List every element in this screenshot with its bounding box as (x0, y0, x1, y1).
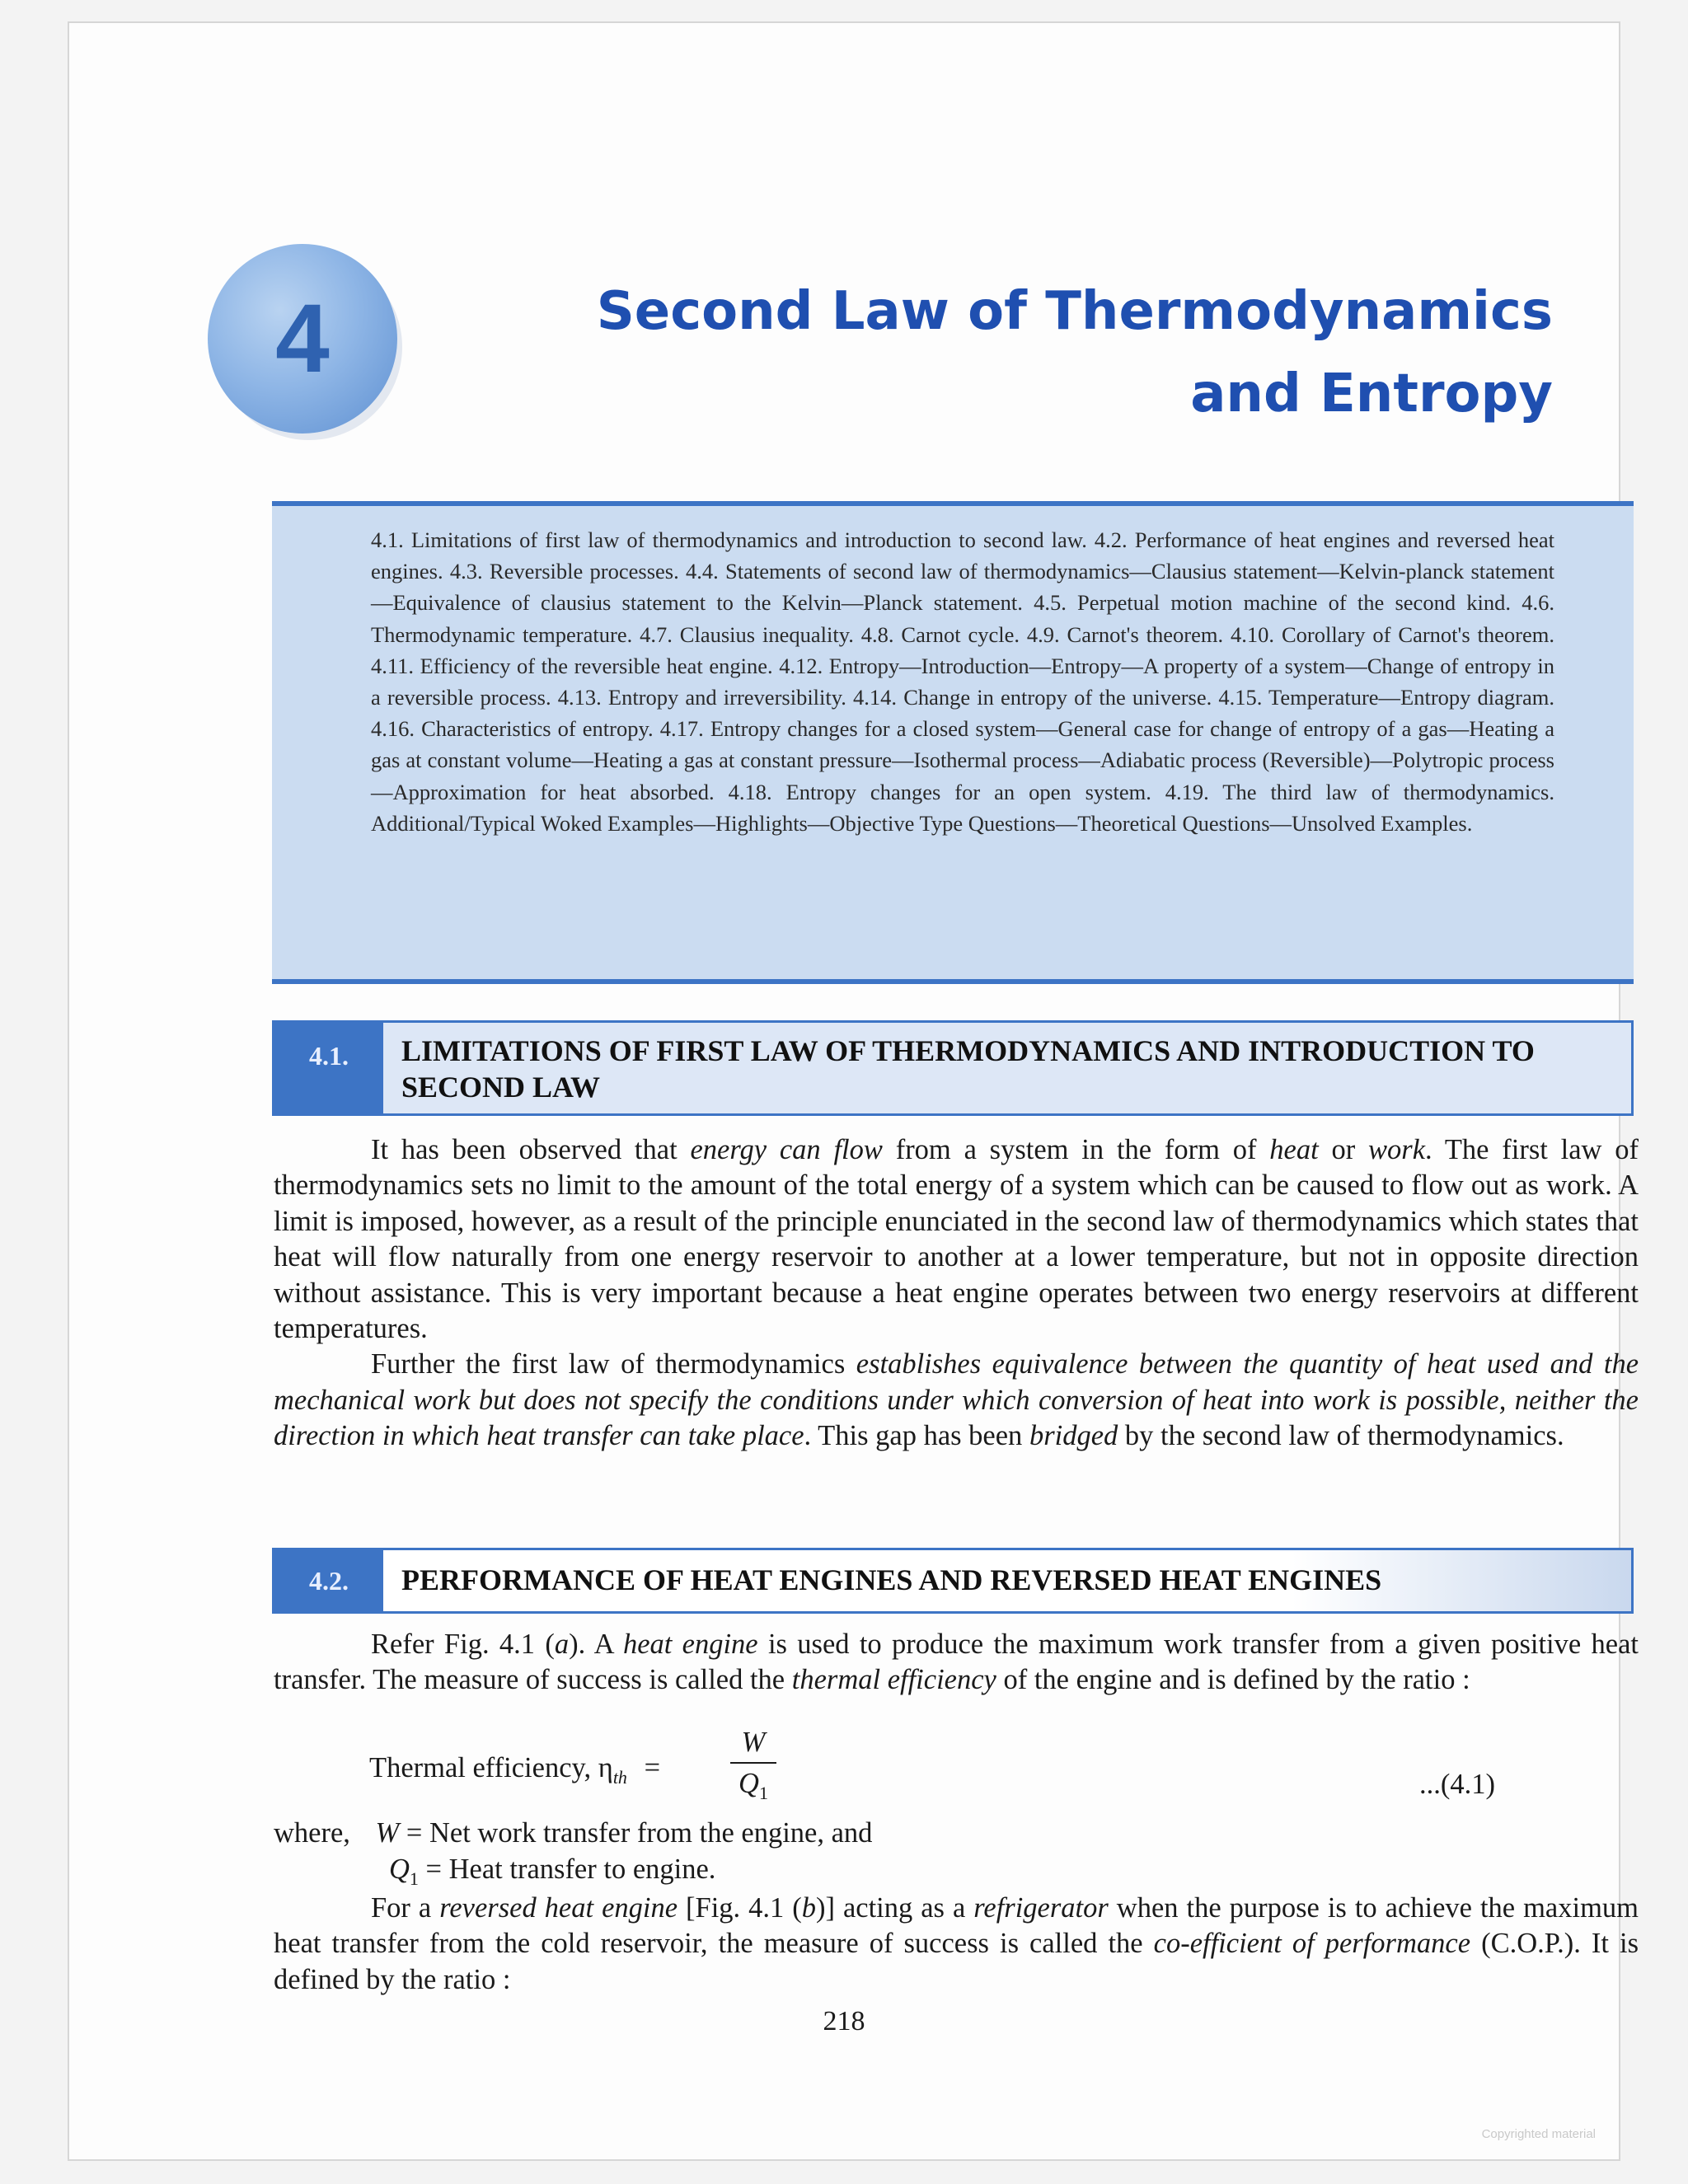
text: It has been observed that (371, 1134, 691, 1165)
chapter-contents-text: 4.1. Limitations of first law of thermodynamics and introduction to second law. 4.2. Performance of heat engines and reversed heat engines. 4.3. Reversible processes. 4.4. Statements of second law of thermodynamics—Clausius statement—Kelvin-planck statement—Equivalence of clausius statement to the Kelvin—Planck statement. 4.5. Perpetual motion machine of the second kind. 4.6. Thermodynamic temperature. 4.7. Clausius inequality. 4.8. Carnot cycle. 4.9. Carnot's theorem. 4.10. Corollary of Carnot's theorem. 4.11. Efficiency of the reversible heat engine. 4.12. Entropy—Introduction—Entropy—A property of a system—Change of entropy in a reversible process. 4.13. Entropy and irreversibility. 4.14. Change in entropy of the universe. 4.15. Temperature—Entropy diagram. 4.16. Characteristics of entropy. 4.17. Entropy changes for a closed system—General case for change of entropy of a gas—Heating a gas at constant volume—Heating a gas at constant pressure—Isothermal process—Adiabatic process (Reversible)—Polytropic process—Approximation for heat absorbed. 4.18. Entropy changes for an open system. 4.19. The third law of thermodynamics. Additional/Typical Woked Examples—Highlights—Objective Type Questions—Theoretical Questions—Unsolved Examples. (371, 527, 1554, 836)
italic-text: heat (1269, 1134, 1319, 1165)
text: from a system in the form of (882, 1134, 1270, 1165)
section-heading-4-2 (272, 1548, 1634, 1614)
symbol-q: Q (389, 1854, 410, 1885)
text: is used to produce the maximum work transfer from a given positive heat transfer. The measure of success is called the (274, 1629, 1639, 1696)
fraction-denominator (730, 1764, 776, 1813)
chapter-title-line2: and Entropy (1190, 363, 1553, 424)
symbol-w: W (375, 1817, 400, 1849)
text: For a (371, 1892, 440, 1924)
text: . This gap has been (804, 1420, 1029, 1452)
section-number: 4.2. (274, 1550, 383, 1611)
symbol-q-subscript: 1 (409, 1868, 419, 1889)
italic-text: thermal efficiency (791, 1664, 996, 1696)
fraction (730, 1722, 776, 1813)
chapter-title-line1: Second Law of Thermodynamics (596, 281, 1553, 342)
chapter-number-badge (208, 244, 397, 434)
paragraph (274, 1347, 1639, 1454)
italic-text: heat engine (622, 1629, 758, 1660)
thermal-efficiency-formula (369, 1727, 768, 1803)
definition-line-w (274, 1815, 872, 1851)
paragraph (274, 1132, 1639, 1347)
paragraph (274, 1891, 1639, 1998)
equals-sign: = (644, 1752, 661, 1783)
italic-text: establishes equivalence between the quantity of heat used and the mechanical work but does not specify the conditions under which conversion of heat into work is possible, neither the direction in which heat transfer can take place (274, 1348, 1639, 1452)
section-4-2-cop (274, 1891, 1639, 1998)
denominator-subscript: 1 (758, 1782, 768, 1803)
italic-text: refrigerator (973, 1892, 1109, 1924)
text: (C.O.P.). It is defined by the ratio : (274, 1928, 1639, 1995)
formula-definitions (274, 1815, 872, 1897)
section-title: LIMITATIONS OF FIRST LAW OF THERMODYNAMICS AND INTRODUCTION TO SECOND LAW (401, 1034, 1535, 1104)
section-title: PERFORMANCE OF HEAT ENGINES AND REVERSED HEAT ENGINES (401, 1563, 1382, 1596)
formula-subscript: th (612, 1766, 627, 1788)
definition-q: = Heat transfer to engine. (418, 1854, 716, 1885)
text: when the purpose is to achieve the maximum heat transfer from the cold reservoir, the measure of success is called the (274, 1892, 1639, 1960)
text: Further the first law of thermodynamics (371, 1348, 856, 1380)
text: [Fig. 4.1 ( (678, 1892, 802, 1924)
chapter-contents-box (272, 501, 1634, 984)
fraction-numerator: W (730, 1722, 776, 1764)
paragraph (274, 1627, 1639, 1699)
page-number: 218 (823, 2006, 865, 2036)
section-4-2-intro (274, 1627, 1639, 1699)
section-number: 4.1. (274, 1023, 383, 1113)
section-4-1-body (274, 1132, 1639, 1455)
denominator-symbol: Q (738, 1768, 759, 1799)
italic-text: reversed heat engine (439, 1892, 678, 1924)
text: of the engine and is defined by the ratio : (996, 1664, 1470, 1696)
formula-label: Thermal efficiency, η (369, 1752, 613, 1783)
text: )] acting as a (815, 1892, 974, 1924)
italic-text: co-efficient of performance (1153, 1928, 1471, 1960)
text: . The first law of thermodynamics sets no limit to the amount of the total energy of a system which can be caused to flow out as work. A limit is imposed, however, as a result of the principle enunciated in the second law of thermodynamics which states that heat will flow naturally from one energy reservoir to another at a lower temperature, but not in opposite direction without assistance. This is very important because a heat engine operates between two energy reservoirs at different temperatures. (274, 1134, 1639, 1345)
text: ). A (569, 1629, 623, 1660)
text: Refer Fig. 4.1 ( (371, 1629, 555, 1660)
italic-text: b (801, 1892, 816, 1924)
chapter-number: 4 (275, 284, 330, 393)
italic-text: a (554, 1629, 570, 1660)
italic-text: work (1368, 1134, 1426, 1165)
chapter-title (399, 270, 1553, 435)
where-label: where, (274, 1817, 350, 1849)
italic-text: energy can flow (690, 1134, 883, 1165)
text: or (1318, 1134, 1369, 1165)
equation-number: ...(4.1) (1419, 1769, 1495, 1800)
text: by the second law of thermodynamics. (1118, 1420, 1564, 1452)
book-page (68, 21, 1639, 2161)
italic-text: bridged (1029, 1420, 1118, 1452)
watermark: Copyrighted material (1481, 2127, 1596, 2141)
definition-w: = Net work transfer from the engine, and (399, 1817, 873, 1849)
section-heading-4-1 (272, 1020, 1634, 1116)
